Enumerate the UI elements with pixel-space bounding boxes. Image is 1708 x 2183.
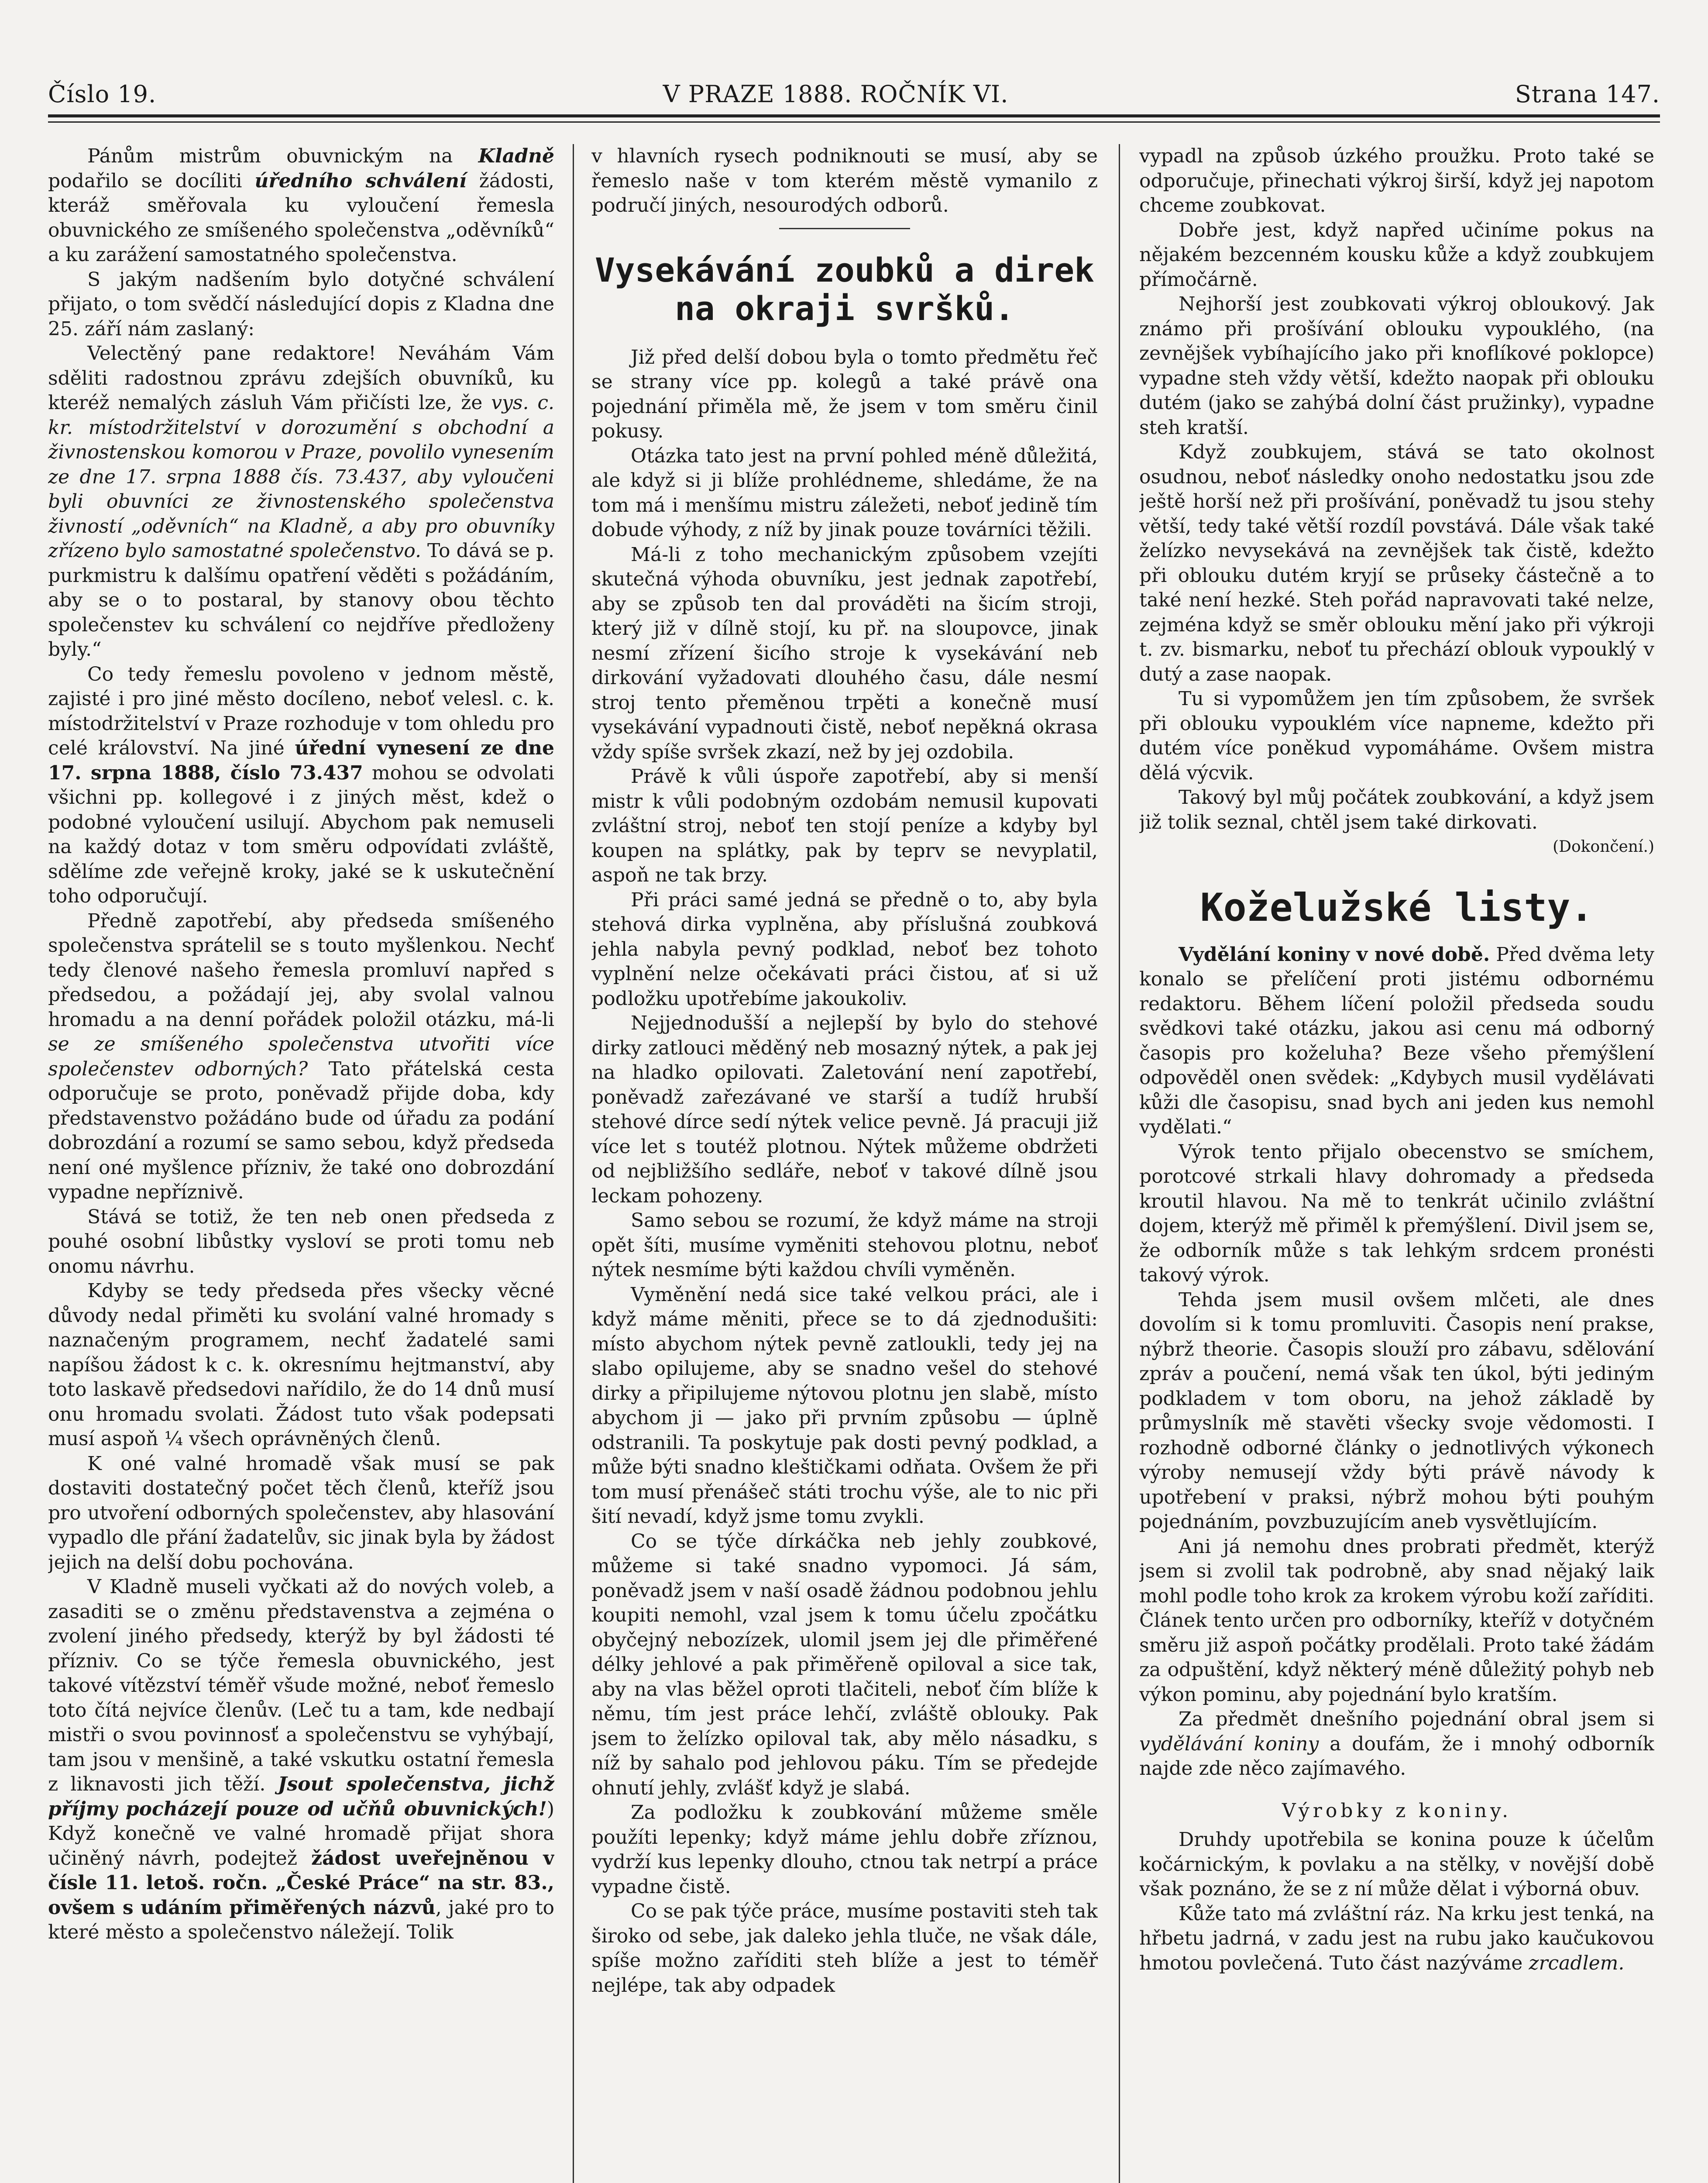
paragraph: Tehda jsem musil ovšem mlčeti, ale dnes dovolím si k tomu promluviti. Časopis není prakse, nýbrž theorie. Časopis slouží pro zábavu, sdělování zpráv a poučení, nemá však ten úkol, býti jediným podkladem v tom oboru, na jehož základě by průmyslník mě stavěti všecky svoje vědomosti. I rozhodně odborné články o jednotlivých výkonech výroby nemusejí vždy býti právě návody k upotřebení v praksi, nýbrž mohou býti pouhým pojednáním, povzbuzujícím aneb vysvětlujícím. [1139,1288,1654,1533]
page-header [48,65,1660,122]
article-separator [779,228,910,229]
column-divider [573,144,574,2183]
column-2 [591,144,1098,2183]
paragraph: Když zoubkujem, stává se tato okolnost osudnou, neboť následky onoho nedostatku jsou zde ještě horší než při prošívání, poněvadž tu jsou stehy větší, tedy také větší rozdíl povstává. Dále však také želízko nevysekává na zevnějšek tak čistě, kdežto při oblouku dutém kryjí se průseky částečně a to také není hezké. Steh pořád napravovati také nelze, zejména když se směr oblouku mění jako při výkroji t. zv. bismarku, neboť tu přechází oblouk vypouklý v dutý a zase naopak. [1139,441,1654,685]
column-1 [48,144,554,2183]
paragraph: Za předmět dnešního pojednání obral jsem si vydělávání koniny a doufám, že i mnohý odborník najde zde něco zajímavého. [1139,1708,1654,1780]
header-rule-thin [48,121,1660,123]
paragraph: Má-li z toho mechanickým způsobem vzejíti skutečná výhoda obuvníku, jest jednak zapotřebí, aby se způsob ten dal prováděti na šicím stroji, který již v dílně stojí, ku př. na sloupovce, jinak nesmí zřízení šicího stroje k vysekávání neb dirkování vyžadovati dlouhého času, dále nesmí stroj tento přeměnou trpěti a konečně musí vysekávání vypadnouti čistě, neboť nepěkná okrasa vždy spíše svršek zkazí, než by jej ozdobila. [591,543,1098,763]
paragraph: Kdyby se tedy předseda přes všecky věcné důvody nedal přiměti ku svolání valné hromady s naznačeným programem, nechť žadatelé sami napíšou žádost k c. k. okresnímu hejtmanství, aby toto laskavě předsedovi nařídilo, že do 14 dnů musí onu hromadu svolati. Žádost tuto však podepsati musí aspoň ¼ všech oprávněných členů. [48,1280,554,1450]
column-3 [1139,144,1654,2183]
paragraph: Nejhorší jest zoubkovati výkroj obloukový. Jak známo při prošívání oblouku vypouklého, (na zevnějšek vybíhajícího jako při knoflíkové poklopce) vypadne steh vždy větší, kdežto naopak při oblouku dutém (jako se zahýbá dolní část pružinky), vypadne steh kratší. [1139,293,1654,439]
paragraph: Co se týče dírkáčka neb jehly zoubkové, můžeme si také snadno vypomoci. Já sám, poněvadž jsem v naší osadě žádnou podobnou jehlu koupiti nemohl, vzal jsem k tomu účelu zpočátku obyčejný nebozízek, ulomil jsem jej dle přiměřené délky jehlové a pak přiměřeně opiloval a sice tak, aby na vlas běžel oproti tlačiteli, neboť čím blíže k němu, tím jest práce lehčí, zvláště oblouky. Pak jsem to želízko opiloval tak, aby mělo násadku, s níž by sahalo pod jehlovou páku. Tím se předejde ohnutí jehly, zvlášť když je slabá. [591,1530,1098,1799]
paragraph: vypadl na způsob úzkého proužku. Proto také se odporučuje, přinechati výkroj širší, když jej napotom chceme zoubkovat. [1139,145,1654,217]
header-rule-thick [48,114,1660,117]
paragraph: Takový byl můj počátek zoubkování, a když jsem již tolik seznal, chtěl jsem také dirkovati. [1139,786,1654,833]
paragraph: S jakým nadšením bylo dotyčné schválení přijato, o tom svědčí následující dopis z Kladna dne 25. září nám zaslaný: [48,268,554,340]
subsection-title: Výrobky z koniny. [1282,1799,1512,1822]
paragraph: Stává se totiž, že ten neb onen předseda z pouhé osobní libůstky vysloví se proti tomu neb onomu návrhu. [48,1205,554,1277]
continuation-note: (Dokončení.) [1553,838,1654,856]
paragraph: K oné valné hromadě však musí se pak dostaviti dostatečný počet těch členů, kteříž jsou pro utvoření odborných společenstev, aby hlasování vypadlo dle přání žadatelův, sic jinak byla by žádost jejich na delší dobu pochována. [48,1452,554,1574]
issue-number: Číslo 19. [48,80,157,108]
paragraph: Vydělání koniny v nové době. Před dvěma lety konalo se přelíčení proti jistému odbornému redaktoru. Během líčení položil předseda soudu svědkovi také otázku, jakou asi cenu má odborný časopis pro koželuha? Beze všeho přemýšlení odpověděl onen svědek: „Kdybych musil vydělávati kůži dle časopisu, snad bych ani jeden kus nemohl vydělati.“ [1139,943,1654,1138]
paragraph: Výrok tento přijalo obecenstvo se smíchem, porotcové strkali hlavy dohromady a předseda kroutil hlavou. Na mě to tenkrát učinilo zvláštní dojem, kterýž mě přiměl k přemýšlení. Divil jsem se, že odborník může s tak lehkým srdcem pronésti takový výrok. [1139,1140,1654,1286]
masthead-date-volume: V PRAZE 1888. ROČNÍK VI. [663,80,1009,108]
article-title: Vysekávání zoubků a direk na okraji svršků. [595,250,1094,328]
paragraph: Za podložku k zoubkování můžeme směle použíti lepenky; když máme jehlu dobře zříznou, vydrží kus lepenky dlouho, ctnou tak netrpí a práce vypadne čistě. [591,1801,1098,1898]
paragraph: Co tedy řemeslu povoleno v jednom městě, zajisté i pro jiné město docíleno, neboť velesl. c. k. místodržitelství v Praze rozhoduje v tom ohledu pro celé království. Na jiné úřední vynesení ze dne 17. srpna 1888, číslo 73.437 mohou se odvolati všichni pp. kollegové i z jiných měst, kdež o podobné vyloučení usilují. Abychom pak nemuseli na každý dotaz v tom směru odpovídati zvláště, sdělíme zde veřejně kroky, jaké se k uskutečnění toho odporučují. [48,663,554,907]
paragraph: Pánům mistrům obuvnickým na Kladně podařilo se docíliti úředního schválení žádosti, kteráž směřovala ku vyloučení řemesla obuvnického ze smíšeného společenstva „oděvníků“ a ku zarážení samostatného společenstva. [48,145,554,266]
paragraph: Dobře jest, když napřed učiníme pokus na nějakém bezcenném kousku kůže a když zoubkujem přímočárně. [1139,219,1654,291]
paragraph: Tu si vypomůžem jen tím způsobem, že svršek při oblouku vypouklém více napneme, kdežto při dutém více poněkud vypomáháme. Ovšem mistra dělá výcvik. [1139,688,1654,784]
column-divider [1119,144,1120,2183]
paragraph: v hlavních rysech podniknouti se musí, aby se řemeslo naše v tom kterém městě vymanilo z područí jiných, nesourodých odborů. [591,145,1098,217]
paragraph: V Kladně museli vyčkati až do nových voleb, a zasaditi se o změnu představenstva a zejména o zvolení jiného předsedy, kterýž by byl žádosti té přízniv. Co se týče řemesla obuvnického, jest takové vítězství téměř všude možné, neboť řemeslo toto čítá nejvíce členův. (Leč tu a tam, kde nedbají mistři o svou povinnosť a společenstvu se vyhýbají, tam jsou v menšině, a také vskutku ostatní řemesla z liknavosti jich těží. Jsout společenstva, jichž příjmy pocházejí pouze od učňů obuvnických!) Když konečně ve valné hromadě přijat shora učiněný návrh, podejtež žádost uveřejněnou v čísle 11. letoš. ročn. „České Práce“ na str. 83., ovšem s udáním přiměřených názvů, jaké pro to které město a společenstvo náležejí. Tolik [48,1576,554,1943]
paragraph: Samo sebou se rozumí, že když máme na stroji opět šíti, musíme vyměniti stehovou plotnu, neboť nýtek nesmíme býti každou chvíli vyměněn. [591,1209,1098,1281]
paragraph: Předně zapotřebí, aby předseda smíšeného společenstva sprátelil se s touto myšlenkou. Nechť tedy členové našeho řemesla promluví napřed s předsedou, a požádají jej, aby svolal valnou hromadu a na denní pořádek položil otázku, má-li se ze smíšeného společenstva utvořiti více společenstev odborných? Tato přátelská cesta odporučuje se proto, poněvadž přijde doba, kdy představenstvo požádáno bude od úřadu za podání dobrozdání a rozumí se samo sebou, když předseda není oné myšlence přízniv, že také ono dobrozdání vypadne nepříznivě. [48,909,554,1203]
paragraph: Vyměnění nedá sice také velkou práci, ale i když máme měniti, přece se to dá zjednodušiti: místo abychom nýtek pevně zatloukli, tedy jej na slabo opilujeme, aby se snadno vešel do stehové dirky a připilujeme nýtovou plotnu jen slabě, místo abychom ji — jako při prvním způsobu — úplně odstranili. Ta poskytuje pak dosti pevný podklad, a může býti snadno kleštičkami odňata. Ovšem že při tom musí přenášeč státi trochu výše, ale to nic při šití nevadí, když jsme tomu zvykli. [591,1283,1098,1528]
paragraph: Druhdy upotřebila se konina pouze k účelům kočárnickým, k povlaku a na stělky, v novější době však poznáno, že se z ní může dělat i výborná obuv. [1139,1828,1654,1900]
paragraph: Při práci samé jedná se předně o to, aby byla stehová dirka vyplněna, aby příslušná zoubková jehla nabyla pevný podklad, neboť bez tohoto vyplnění nelze očekávati práci čistou, ať si už podložku upotřebíme jakoukoliv. [591,888,1098,1010]
section-title: Koželužské listy. [1200,885,1594,930]
paragraph: Právě k vůli úspoře zapotřebí, aby si menší mistr k vůli podobným ozdobám nemusil kupovati zvláštní stroj, neboť ten stojí peníze a kdyby byl koupen na splátky, pak by teprv se nevyplatil, aspoň ne tak brzy. [591,765,1098,886]
paragraph: Nejjednodušší a nejlepší by bylo do stehové dirky zatlouci měděný neb mosazný nýtek, a pak jej na hladko opilovati. Zaletování není zapotřebí, poněvadž zařezávané ve starší a tudíž hrubší stehové dírce sedí nýtek velice pevně. Já pracuji již více let s toutéž plotnou. Nýtek můžeme obdržeti od nejbližšího sedláře, neboť v takové dílně jsou leckam pohozeny. [591,1012,1098,1207]
paragraph: Již před delší dobou byla o tomto předmětu řeč se strany více pp. kolegů a také právě ona pojednání přiměla mě, že jsem v tom směru činil pokusy. [591,346,1098,442]
paragraph: Ani já nemohu dnes probrati předmět, kterýž jsem si zvolil tak podrobně, aby snad nějaký laik mohl podle toho krok za krokem výrobu koží zaříditi. Článek tento určen pro odborníky, kteříž v dotyčném směru již aspoň počátky prodělali. Proto také žádám za odpuštění, když některý méně důležitý pohyb neb výkon pominu, aby pojednání bylo kratším. [1139,1535,1654,1706]
paragraph: Co se pak týče práce, musíme postaviti steh tak široko od sebe, jak daleko jehla tluče, ne však dále, spíše možno zaříditi steh blíže a jest to téměř nejlépe, tak aby odpadek [591,1900,1098,1997]
paragraph: Velectěný pane redaktore! Neváhám Vám sděliti radostnou zprávu zdejších obuvníků, ku kteréž nemalých zásluh Vám přičísti lze, že vys. c. kr. místodržitelství v dorozumění s obchodní a živnostenskou komorou v Praze, povolilo vynesením ze dne 17. srpna 1888 čís. 73.437, aby vyloučeni byli obuvníci ze živnostenského společenstva živností „oděvních“ na Kladně, a aby pro obuvníky zřízeno bylo samostatné společenstvo. To dává se p. purkmistru k dalšímu opatření věděti s požádáním, aby se o to postaral, by stanovy obou těchto společenstev ku schválení co nejdříve předloženy byly.“ [48,342,554,661]
paragraph: Kůže tato má zvláštní ráz. Na krku jest tenká, na hřbetu jadrná, v zadu jest na rubu jako kaučukovou hmotou povlečená. Tuto část nazýváme zrcadlem. [1139,1902,1654,1974]
page-number: Strana 147. [1515,80,1660,108]
paragraph: Otázka tato jest na první pohled méně důležitá, ale když si ji blíže prohlédneme, shledáme, že na tom má i menšímu mistru záležeti, neboť jedině tím dobude výhody, z níž by jinak pouze továrníci těžili. [591,444,1098,541]
